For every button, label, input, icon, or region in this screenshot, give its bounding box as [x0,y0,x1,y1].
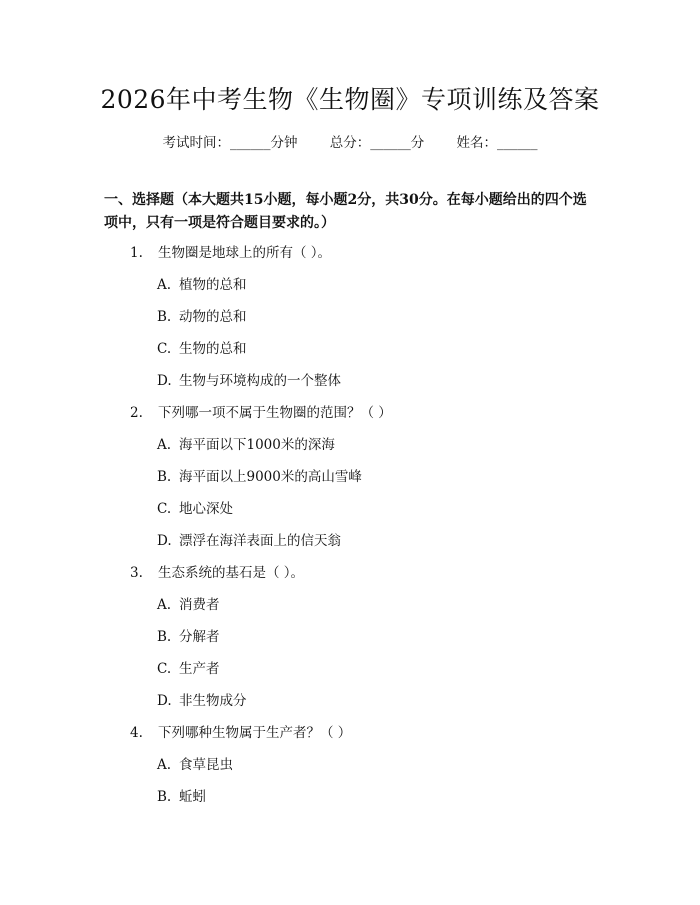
question-3 [104,563,604,723]
option-text: 蚯蚓 [179,789,206,805]
option-letter: A. [157,277,172,293]
option-d [104,531,604,563]
option-text: 生物与环境构成的一个整体 [179,373,341,389]
option-letter: B. [157,629,172,645]
question-stem [104,403,604,435]
option-text: 动物的总和 [179,309,247,325]
option-letter: A. [157,757,172,773]
option-a [104,275,604,307]
question-number: 4. [130,725,143,741]
option-letter: D. [157,693,172,709]
option-letter: C. [157,341,172,357]
option-d [104,371,604,403]
option-text: 生物的总和 [179,341,247,357]
section-heading [104,189,604,235]
question-list [104,243,604,819]
student-name-field: 姓名：______ [456,135,538,151]
option-b [104,307,604,339]
option-b [104,467,604,499]
option-c [104,659,604,691]
option-letter: B. [157,789,172,805]
question-number: 1. [130,245,143,261]
option-letter: B. [157,309,172,325]
option-text: 分解者 [179,629,220,645]
section-heading-line-1: 一、选择题（本大题共15小题，每小题2分，共30分。在每小题给出的四个选 [104,192,587,208]
option-text: 食草昆虫 [179,757,233,773]
question-2 [104,403,604,563]
option-letter: B. [157,469,172,485]
page-title: 2026年中考生物《生物圈》专项训练及答案 [100,85,600,114]
option-a [104,595,604,627]
option-c [104,499,604,531]
option-a [104,435,604,467]
section-heading-line-2: 项中，只有一项是符合题目要求的。） [104,215,335,231]
question-4 [104,723,604,819]
question-text: 下列哪种生物属于生产者？（ ） [158,725,352,741]
option-text: 地心深处 [179,501,233,517]
option-text: 消费者 [179,597,220,613]
question-text: 生物圈是地球上的所有（ ）。 [158,245,332,261]
question-stem [104,723,604,755]
option-c [104,339,604,371]
option-letter: D. [157,533,172,549]
question-text: 下列哪一项不属于生物圈的范围？（ ） [158,405,392,421]
option-text: 海平面以上9000米的高山雪峰 [179,469,362,485]
option-letter: D. [157,373,172,389]
question-number: 3. [130,565,143,581]
question-stem [104,243,604,275]
total-score-field: 总分：______分 [329,135,425,151]
option-text: 海平面以下1000米的深海 [179,437,335,453]
option-letter: A. [157,437,172,453]
option-text: 非生物成分 [179,693,247,709]
option-text: 植物的总和 [179,277,247,293]
question-1 [104,243,604,403]
option-text: 生产者 [179,661,220,677]
option-text: 漂浮在海洋表面上的信天翁 [179,533,341,549]
question-number: 2. [130,405,143,421]
option-letter: C. [157,501,172,517]
exam-time-field: 考试时间：______分钟 [162,135,298,151]
question-stem [104,563,604,595]
option-letter: A. [157,597,172,613]
option-a [104,755,604,787]
option-b [104,787,604,819]
option-letter: C. [157,661,172,677]
exam-meta [0,131,700,151]
option-b [104,627,604,659]
question-text: 生态系统的基石是（ ）。 [158,565,305,581]
option-d [104,691,604,723]
